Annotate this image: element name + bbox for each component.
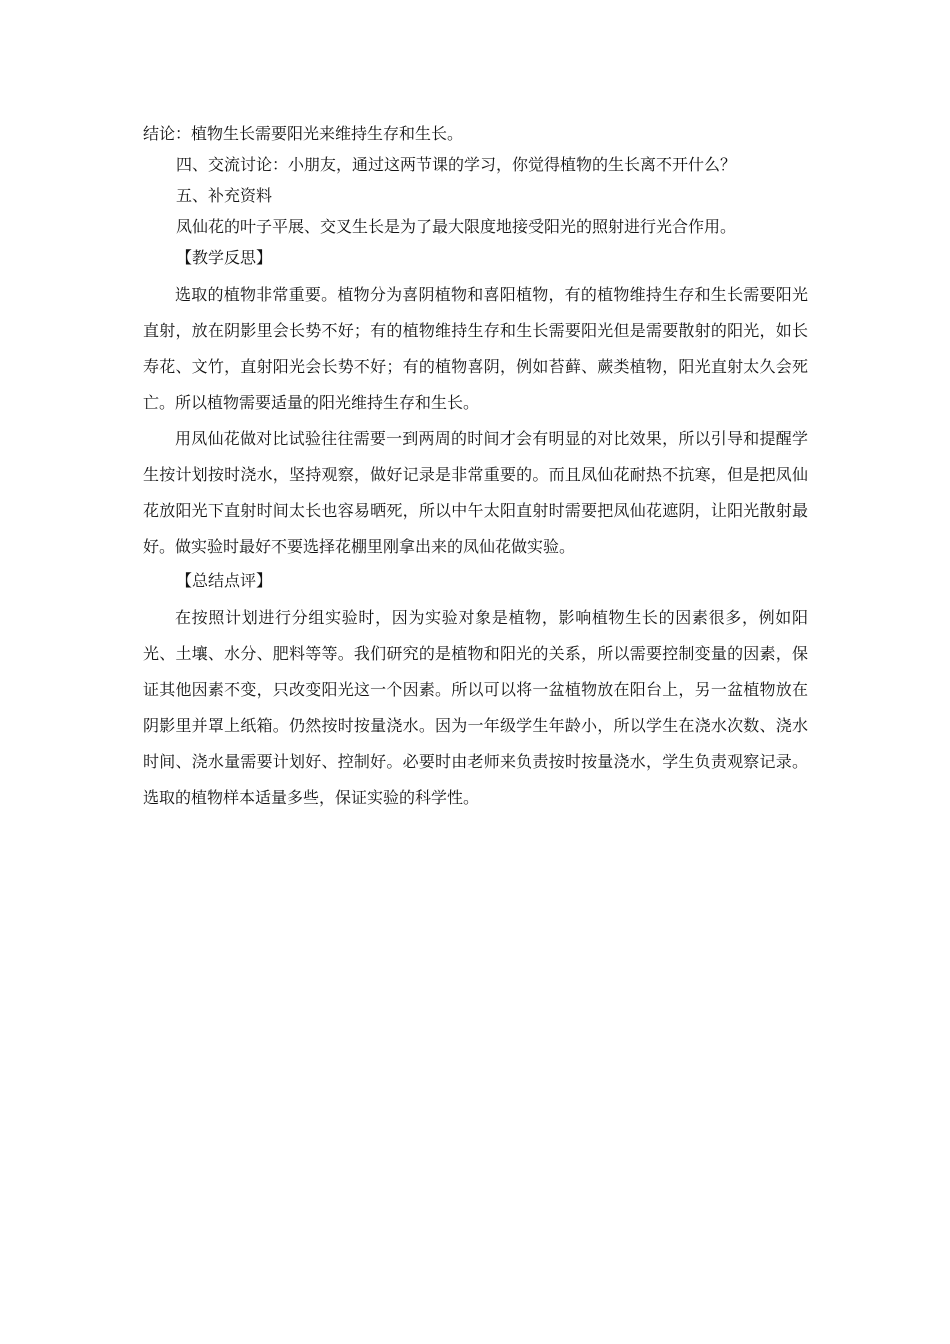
reflection-paragraph-1: 选取的植物非常重要。植物分为喜阴植物和喜阳植物，有的植物维持生存和生长需要阳光直射，放在阴影里会长势不好；有的植物维持生存和生长需要阳光但是需要散射的阳光，如长寿花、文竹，直射阳光会长势不好；有的植物喜阴，例如苔藓、蕨类植物，阳光直射太久会死亡。所以植物需要适量的阳光维持生存和生长。 — [143, 285, 808, 412]
summary-paragraph: 在按照计划进行分组实验时，因为实验对象是植物，影响植物生长的因素很多，例如阳光、土壤、水分、肥料等等。我们研究的是植物和阳光的关系，所以需要控制变量的因素，保证其他因素不变，只改变阳光这一个因素。所以可以将一盆植物放在阳台上，另一盆植物放在阴影里并罩上纸箱。仍然按时按量浇水。因为一年级学生年龄小，所以学生在浇水次数、浇水时间、浇水量需要计划好、控制好。必要时由老师来负责按时按量浇水，学生负责观察记录。选取的植物样本适量多些，保证实验的科学性。 — [143, 608, 808, 807]
section-5-title: 五、补充资料 — [176, 186, 273, 205]
section-5-text: 凤仙花的叶子平展、交叉生长是为了最大限度地接受阳光的照射进行光合作用。 — [176, 217, 737, 236]
document-page — [143, 118, 808, 816]
summary-heading: 【总结点评】 — [176, 571, 273, 590]
conclusion-line: 结论：植物生长需要阳光来维持生存和生长。 — [143, 124, 464, 143]
reflection-heading: 【教学反思】 — [176, 248, 273, 267]
reflection-paragraph-2: 用凤仙花做对比试验往往需要一到两周的时间才会有明显的对比效果，所以引导和提醒学生按计划按时浇水，坚持观察，做好记录是非常重要的。而且凤仙花耐热不抗寒，但是把凤仙花放阳光下直射时间太长也容易晒死，所以中午太阳直射时需要把凤仙花遮阴，让阳光散射最好。做实验时最好不要选择花棚里刚拿出来的凤仙花做实验。 — [143, 429, 808, 556]
section-4-discussion: 四、交流讨论：小朋友，通过这两节课的学习，你觉得植物的生长离不开什么？ — [176, 155, 737, 174]
